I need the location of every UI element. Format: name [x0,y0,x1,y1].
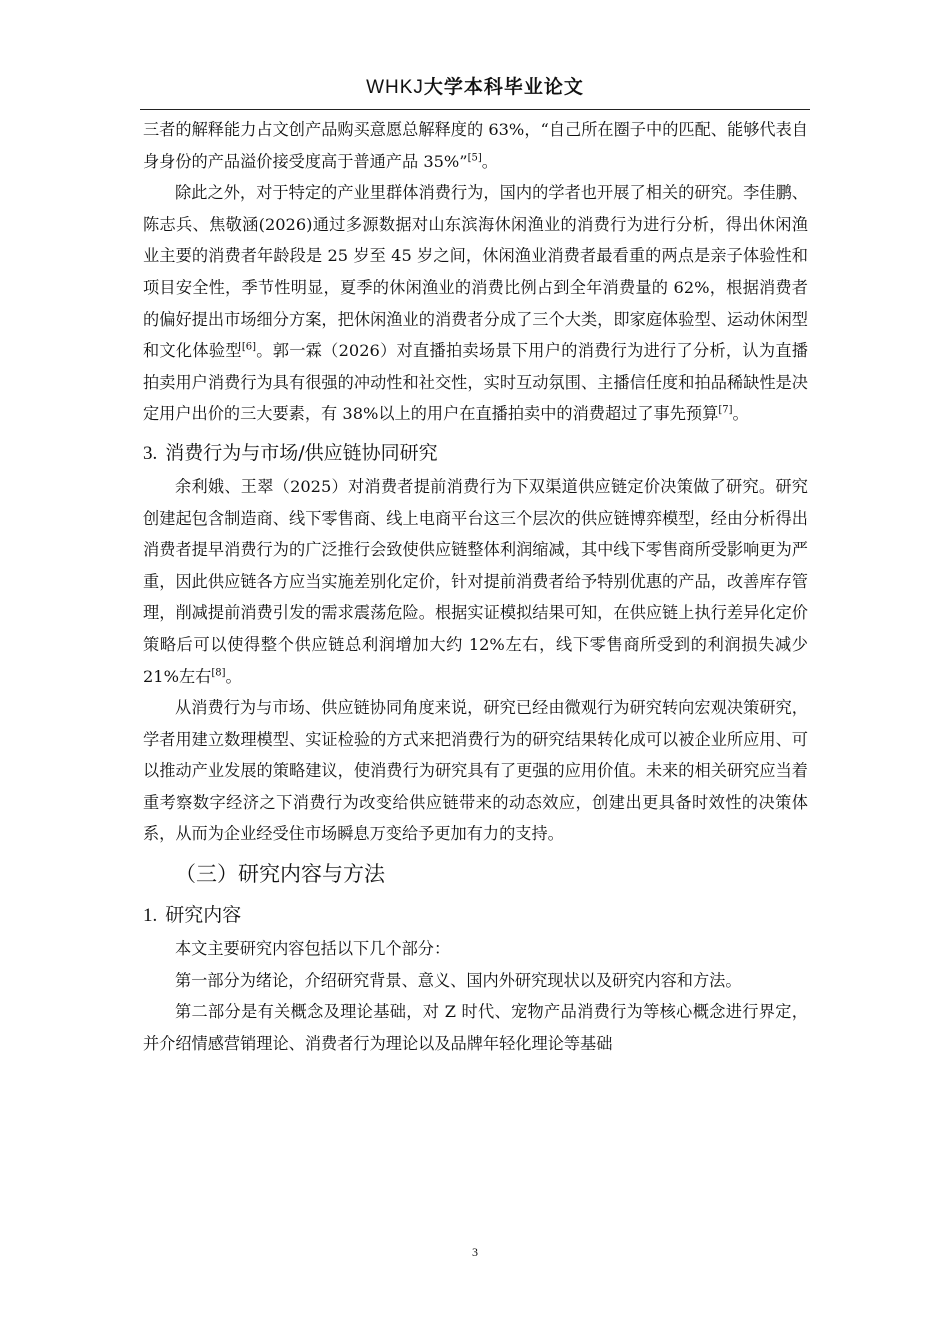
citation-6: [6] [241,341,256,353]
paragraph-supply-chain: 余利娥、王翠（2025）对消费者提前消费行为下双渠道供应链定价决策做了研究。研究创建起包含制造商、线下零售商、线上电商平台这三个层次的供应链博弈模型，经由分析得出消费者提早消费行为的广泛推行会致使供应链整体利润缩减，其中线下零售商所受影响更为严重，因此供应链各方应当实施差别化定价，针对提前消费者给予特别优惠的产品，改善库存管理，削减提前消费引发的需求震荡危险。根据实证模拟结果可知，在供应链上执行差异化定价策略后可以使得整个供应链总利润增加大约 12%左右，线下零售商所受到的利润损失减少 21%左右[8]。 [143,476,808,686]
section-heading-3: 3. 消费行为与市场/供应链协同研究 [143,441,438,464]
page-body [143,114,808,1059]
section-heading-research-content-methods: （三）研究内容与方法 [175,862,385,887]
page-number: 3 [472,1245,478,1259]
paragraph-industry-research: 除此之外，对于特定的产业里群体消费行为，国内的学者也开展了相关的研究。李佳鹏、陈志兵、焦敬涵(2026)通过多源数据对山东滨海休闲渔业的消费行为进行分析，得出休闲渔业主要的消费者年龄段是 25 岁至 45 岁之间，休闲渔业消费者最看重的两点是亲子体验性和项目安全性，季节性明显，夏季的休闲渔业的消费比例占到全年消费量的 62%，根据消费者的偏好提出市场细分方案，把休闲渔业的消费者分成了三个大类，即家庭体验型、运动休闲型和文化体验型[6]。郭一霖（2026）对直播拍卖场景下用户的消费行为进行了分析，认为直播拍卖用户消费行为具有很强的冲动性和社交性，实时互动氛围、主播信任度和拍品稀缺性是决定用户出价的三大要素，有 38%以上的用户在直播拍卖中的消费超过了事先预算[7]。 [143,183,808,424]
paragraph-intro-parts: 本文主要研究内容包括以下几个部分： [175,939,451,959]
citation-7: [7] [718,404,733,416]
header-title: 大学本科毕业论文 [423,76,584,98]
paragraph-part-two: 第二部分是有关概念及理论基础，对 Z 时代、宠物产品消费行为等核心概念进行界定，并介绍情感营销理论、消费者行为理论以及品牌年轻化理论等基础 [143,1002,808,1053]
running-header [0,72,950,99]
header-rule [140,109,810,110]
citation-8: [8] [211,667,226,679]
paragraph-continued: 三者的解释能力占文创产品购买意愿总解释度的 63%，“自己所在圈子中的匹配、能够代表自身身份的产品溢价接受度高于普通产品 35%”[5]。 [143,120,808,171]
citation-5: [5] [467,152,482,164]
paragraph-synthesis: 从消费行为与市场、供应链协同角度来说，研究已经由微观行为研究转向宏观决策研究，学者用建立数理模型、实证检验的方式来把消费行为的研究结果转化成可以被企业所应用、可以推动产业发展的策略建议，使消费行为研究具有了更强的应用价值。未来的相关研究应当着重考察数字经济之下消费行为改变给供应链带来的动态效应，创建出更具备时效性的决策体系，从而为企业经受住市场瞬息万变给予更加有力的支持。 [143,698,808,844]
header-latin: WHKJ [366,77,424,98]
paragraph-part-one: 第一部分为绪论，介绍研究背景、意义、国内外研究现状以及研究内容和方法。 [175,970,742,990]
section-heading-research-content: 1. 研究内容 [143,904,242,927]
